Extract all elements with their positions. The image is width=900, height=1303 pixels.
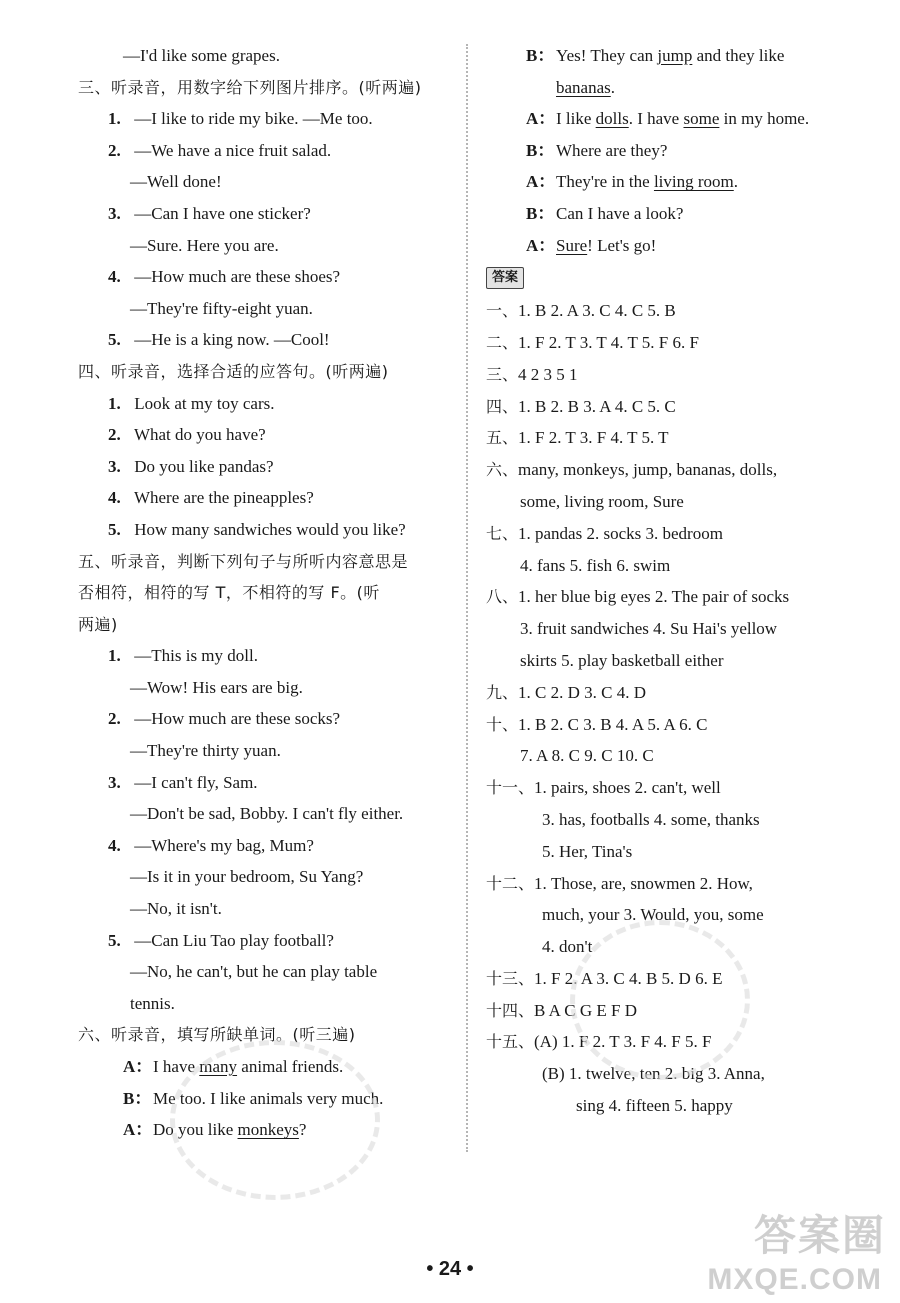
answer-word: monkeys [237,1120,299,1140]
dialogue-line: A：They're in the living room. [526,172,739,192]
dialogue-line: A：Do you like monkeys? [123,1120,307,1140]
dialogue-line: A：I have many animal friends. [123,1057,344,1076]
section-5-title-cont: 否相符，相符的写 T，不相符的写 F。(听 [78,583,380,603]
list-item-cont: —Don't be sad, Bobby. I can't fly either. [130,804,404,824]
section-6-title: 六、听录音，填写所缺单词。(听三遍) [78,1025,356,1045]
dialogue-line: B：Yes! They can jump and they like [526,46,785,65]
answer-row-cont: 7. A 8. C 9. C 10. C [520,746,654,766]
list-item: 4. —How much are these shoes? [108,267,341,287]
answer-row: 六、many, monkeys, jump, bananas, dolls, [486,460,778,480]
list-item: 3. —Can I have one sticker? [108,203,311,223]
list-item-cont: —They're thirty yuan. [130,741,281,761]
answer-row-cont: 4. don't [542,937,593,957]
list-item: 1. —I like to ride my bike. —Me too. [108,109,373,129]
list-item: 3. Do you like pandas? [108,456,274,476]
list-item: 5. How many sandwiches would you like? [108,519,406,539]
answer-row: 十、1. B 2. C 3. B 4. A 5. A 6. C [486,714,708,734]
answer-word: bananas [556,77,611,97]
answer-tag-wrap [486,261,876,295]
list-item-cont: —No, he can't, but he can play table [130,962,378,982]
list-item-cont: —No, it isn't. [130,899,222,919]
list-item: 2. —How much are these socks? [108,709,341,729]
left-column [78,40,456,1146]
answer-row: 九、1. C 2. D 3. C 4. D [486,682,646,702]
dialogue-line: A：I like dolls. I have some in my home. [526,109,810,129]
answer-word: Sure [556,235,588,255]
answer-word: living room [653,172,734,192]
answer-row-cont: 3. fruit sandwiches 4. Su Hai's yellow [520,619,778,639]
dialogue-line: A：Sure! Let's go! [526,235,657,255]
watermark-logo: 答案圈 [753,1211,886,1260]
answer-row: 七、1. pandas 2. socks 3. bedroom [486,523,723,543]
column-divider [466,44,468,1152]
page-number: • 24 • [426,1258,474,1280]
list-item: 2. —We have a nice fruit salad. [108,140,332,160]
list-item: 5. —Can Liu Tao play football? [108,930,334,950]
answer-row-cont: 5. Her, Tina's [542,841,633,861]
answer-row: 十四、B A C G E F D [486,1000,637,1020]
list-item: 1. Look at my toy cars. [108,393,275,413]
dialogue-line: B：Me too. I like animals very much. [123,1088,384,1108]
list-item: 4. Where are the pineapples? [108,488,314,508]
answer-word: many [199,1057,238,1076]
answer-row-cont: 3. has, footballs 4. some, thanks [542,809,760,829]
answer-row-cont: skirts 5. play basketball either [520,650,724,670]
answer-row-cont: some, living room, Sure [520,491,684,511]
list-item-cont: —Sure. Here you are. [130,235,279,255]
list-item: 1. —This is my doll. [108,646,258,666]
answer-tag: 答案 [486,267,524,289]
list-item: 5. —He is a king now. —Cool! [108,330,330,350]
list-item-cont: tennis. [130,993,175,1013]
answer-row: 十二、1. Those, are, snowmen 2. How, [486,873,753,893]
answer-row: 一、1. B 2. A 3. C 4. C 5. B [486,301,676,321]
answer-row-cont: sing 4. fifteen 5. happy [576,1096,733,1116]
dialogue-line-cont: bananas. [556,77,616,97]
list-item-cont: —They're fifty-eight yuan. [130,298,313,318]
list-item: 2. What do you have? [108,425,266,445]
text-line: —I'd like some grapes. [123,46,280,65]
answer-row-cont: much, your 3. Would, you, some [542,905,764,925]
answer-row: 四、1. B 2. B 3. A 4. C 5. C [486,396,676,416]
answer-row: 二、1. F 2. T 3. T 4. T 5. F 6. F [486,332,699,352]
answer-row-cont: (B) 1. twelve, ten 2. big 3. Anna, [542,1064,765,1084]
section-5-title: 五、听录音，判断下列句子与所听内容意思是 [78,551,409,571]
section-5-title-cont: 两遍) [78,614,118,634]
dialogue-line: B：Where are they? [526,140,668,160]
answer-row: 五、1. F 2. T 3. F 4. T 5. T [486,428,669,448]
answer-row-cont: 4. fans 5. fish 6. swim [520,555,671,575]
answer-row: 八、1. her blue big eyes 2. The pair of socks [486,587,790,607]
list-item-cont: —Well done! [130,172,222,192]
answer-word: jump [657,46,693,65]
answer-word: dolls [595,109,629,129]
dialogue-line: B：Can I have a look? [526,203,684,223]
stamp-watermark [570,920,750,1080]
stamp-watermark [170,1040,380,1200]
section-3-title: 三、听录音，用数字给下列图片排序。(听两遍) [78,77,422,97]
answer-row: 十三、1. F 2. A 3. C 4. B 5. D 6. E [486,968,723,988]
list-item: 4. —Where's my bag, Mum? [108,835,314,855]
list-item-cont: —Is it in your bedroom, Su Yang? [130,867,364,887]
answer-row: 十一、1. pairs, shoes 2. can't, well [486,778,721,798]
answer-row: 三、4 2 3 5 1 [486,364,578,384]
answer-word: some [683,109,720,129]
answer-row: 十五、(A) 1. F 2. T 3. F 4. F 5. F [486,1032,712,1052]
section-4-title: 四、听录音，选择合适的应答句。(听两遍) [78,361,389,381]
watermark-url: MXQE.COM [707,1263,882,1296]
list-item-cont: —Wow! His ears are big. [130,677,303,697]
list-item: 3. —I can't fly, Sam. [108,772,258,792]
